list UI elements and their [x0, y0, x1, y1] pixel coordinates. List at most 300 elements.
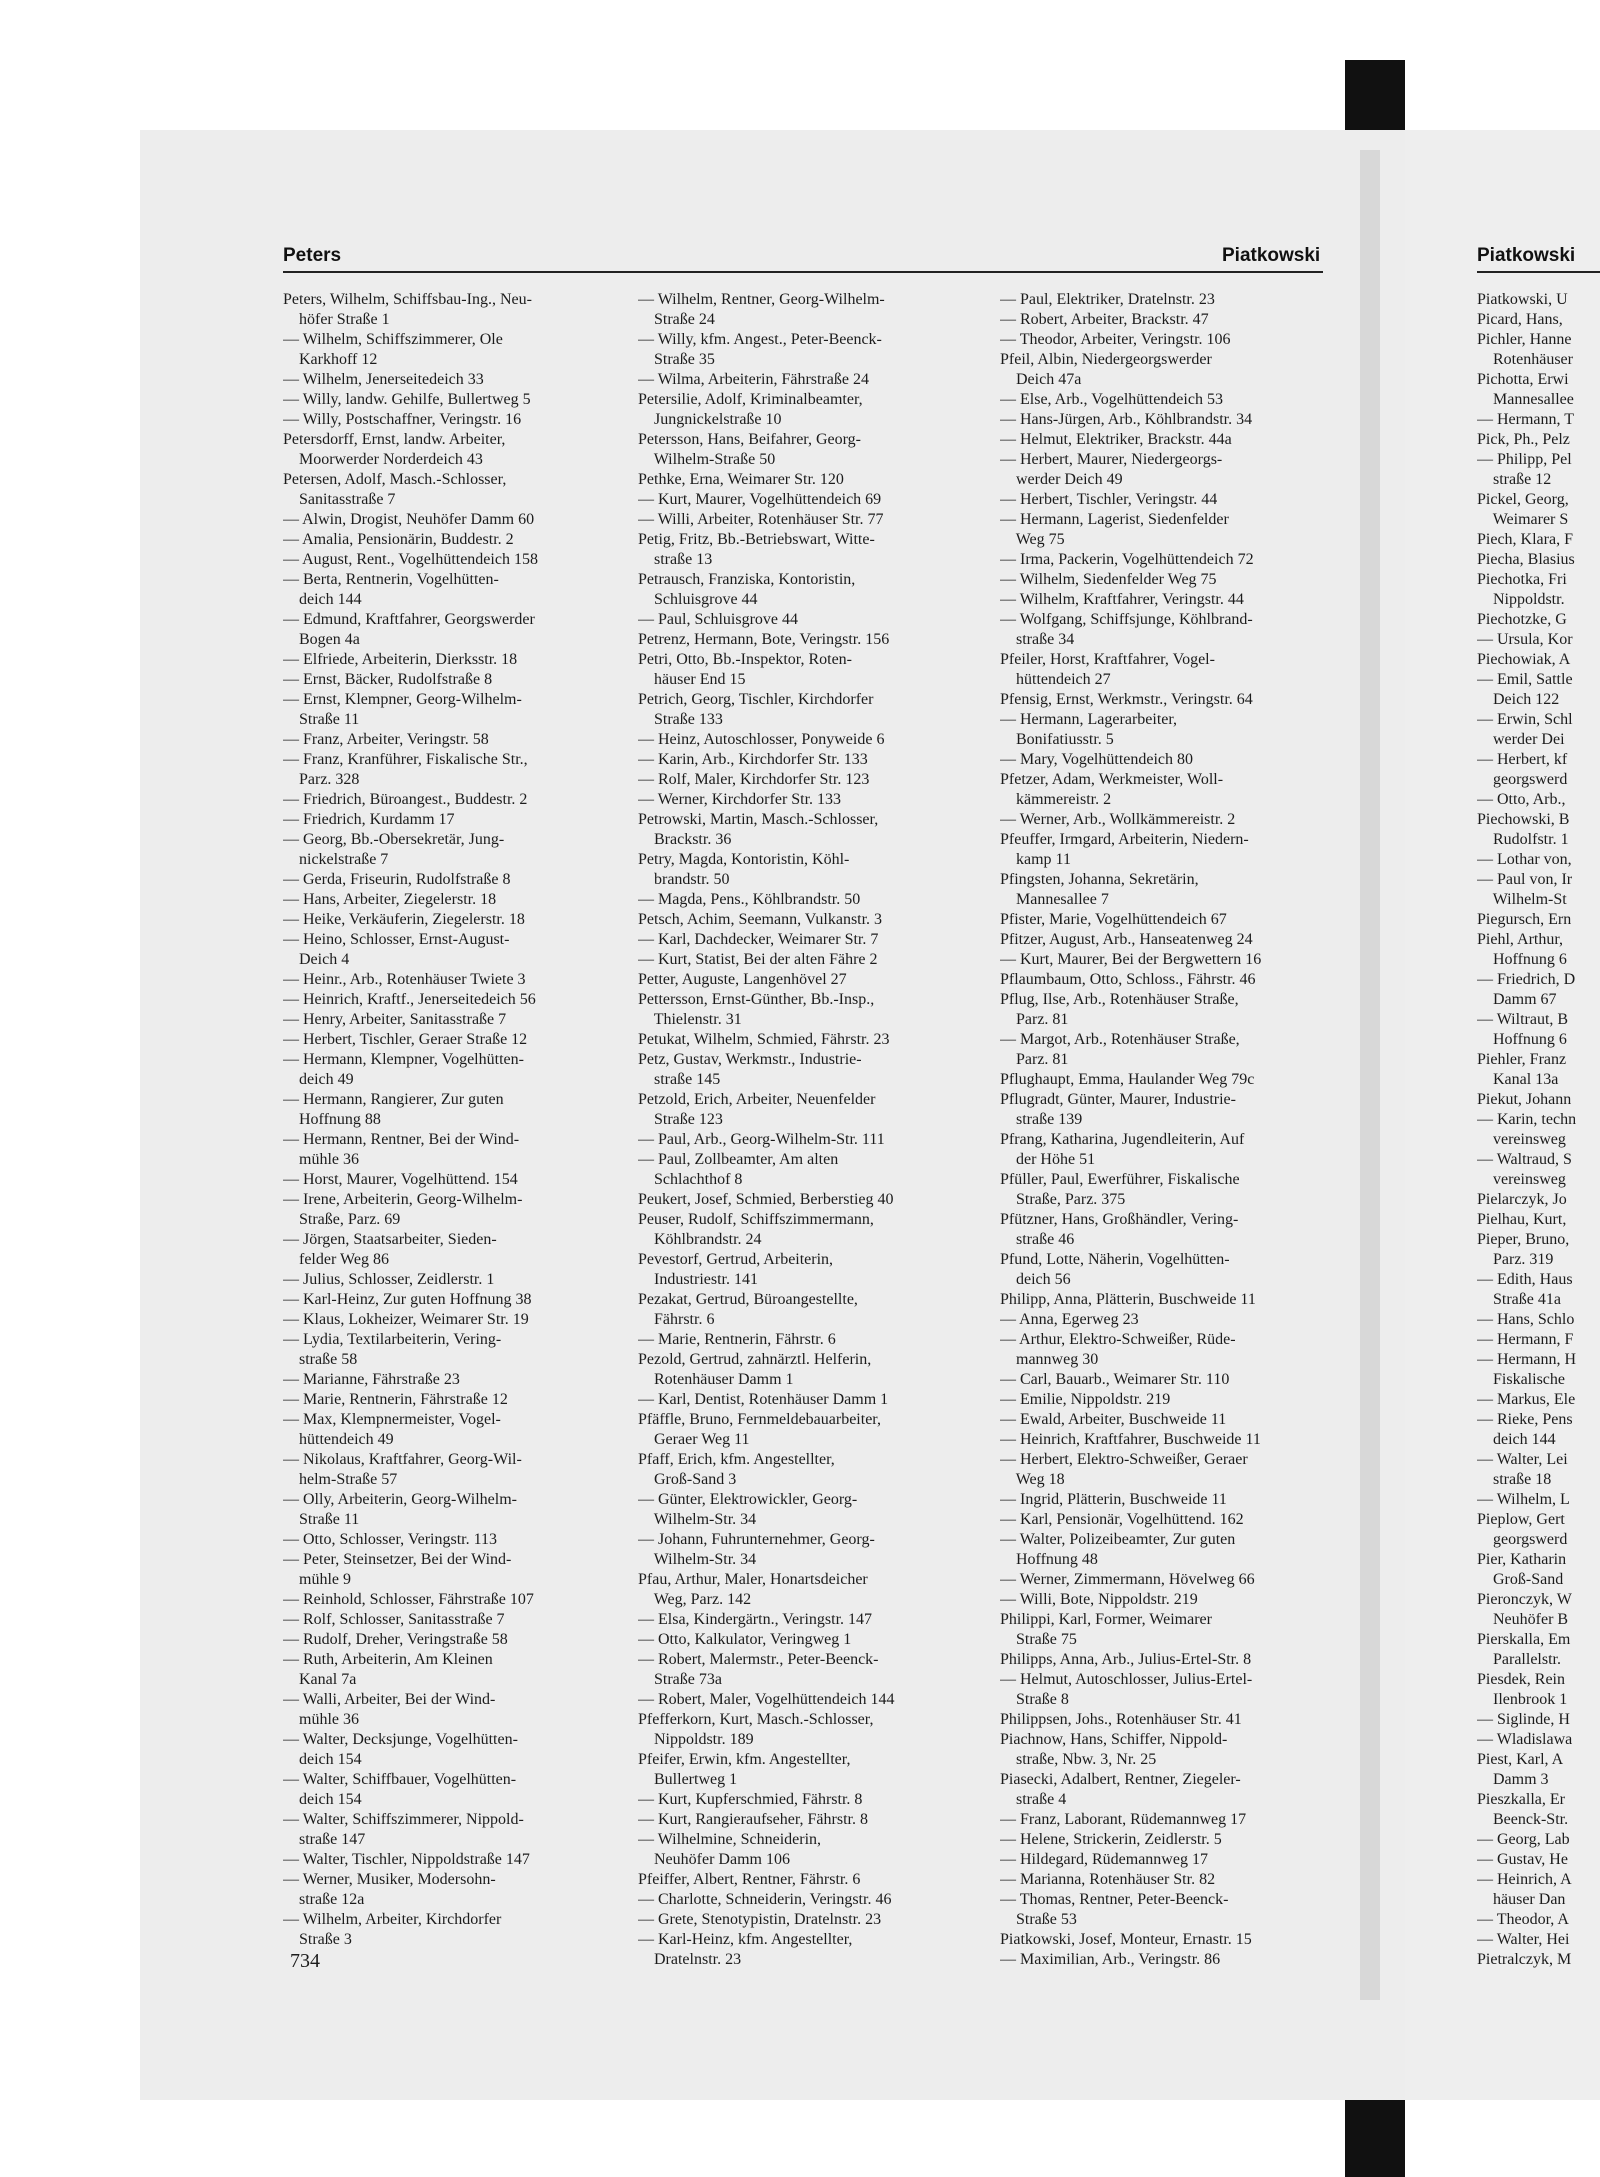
directory-line: — Walter, Hei: [1477, 1931, 1570, 1948]
directory-line: Geraer Weg 11: [638, 1431, 750, 1448]
directory-line: — Helmut, Autoschlosser, Julius-Ertel-: [1000, 1671, 1253, 1688]
directory-line: — Emilie, Nippoldstr. 219: [1000, 1391, 1171, 1408]
directory-line: — Herbert, Tischler, Veringstr. 44: [1000, 491, 1218, 508]
directory-line: — Otto, Kalkulator, Veringweg 1: [638, 1631, 852, 1648]
directory-line: Pierskalla, Em: [1477, 1631, 1571, 1648]
directory-line: Pflughaupt, Emma, Haulander Weg 79c: [1000, 1071, 1255, 1088]
directory-line: Hoffnung 6: [1477, 951, 1567, 968]
directory-line: Peukert, Josef, Schmied, Berberstieg 40: [638, 1191, 894, 1208]
directory-line: — Willy, Postschaffner, Veringstr. 16: [283, 411, 522, 428]
directory-line: Straße 73a: [638, 1671, 722, 1688]
directory-line: Petrausch, Franziska, Kontoristin,: [638, 571, 856, 588]
directory-line: — Thomas, Rentner, Peter-Beenck-: [1000, 1891, 1229, 1908]
page-number: 734: [290, 1950, 320, 1972]
directory-line: — Ernst, Bäcker, Rudolfstraße 8: [283, 671, 493, 688]
directory-line: — Irma, Packerin, Vogelhüttendeich 72: [1000, 551, 1254, 568]
directory-line: Pflaumbaum, Otto, Schloss., Fährstr. 46: [1000, 971, 1256, 988]
directory-line: — Walter, Schiffbauer, Vogelhütten-: [283, 1771, 517, 1788]
directory-line: — Heinrich, Kraftfahrer, Buschweide 11: [1000, 1431, 1261, 1448]
directory-line: Pichotta, Erwi: [1477, 371, 1569, 388]
directory-line: Schluisgrove 44: [638, 591, 758, 608]
directory-line: — Heino, Schlosser, Ernst-August-: [283, 931, 510, 948]
header-rule: [283, 271, 1323, 273]
directory-line: Petig, Fritz, Bb.-Betriebswart, Witte-: [638, 531, 875, 548]
directory-line: deich 49: [283, 1071, 354, 1088]
directory-line: — Rudolf, Dreher, Veringstraße 58: [283, 1631, 508, 1648]
directory-line: — Kurt, Statist, Bei der alten Fähre 2: [638, 951, 878, 968]
directory-line: — Edith, Haus: [1477, 1271, 1573, 1288]
directory-line: Wilhelm-Straße 50: [638, 451, 776, 468]
directory-line: straße 12a: [283, 1891, 365, 1908]
directory-line: — Peter, Steinsetzer, Bei der Wind-: [283, 1551, 512, 1568]
directory-line: — Karl-Heinz, kfm. Angestellter,: [638, 1931, 853, 1948]
directory-line: — Paul von, Ir: [1477, 871, 1573, 888]
directory-line: Piehl, Arthur,: [1477, 931, 1564, 948]
directory-line: Ilenbrook 1: [1477, 1691, 1568, 1708]
directory-line: — Margot, Arb., Rotenhäuser Straße,: [1000, 1031, 1240, 1048]
header-right: Piatkowski: [1222, 245, 1321, 266]
directory-line: — Heike, Verkäuferin, Ziegelerstr. 18: [283, 911, 525, 928]
directory-line: Weg, Parz. 142: [638, 1591, 752, 1608]
directory-line: Pfäffle, Bruno, Fernmeldebauarbeiter,: [638, 1411, 881, 1428]
directory-line: — Hermann, T: [1477, 411, 1575, 428]
directory-line: — Arthur, Elektro-Schweißer, Rüde-: [1000, 1331, 1236, 1348]
directory-line: — Reinhold, Schlosser, Fährstraße 107: [283, 1591, 534, 1608]
directory-line: — Hermann, Klempner, Vogelhütten-: [283, 1051, 524, 1068]
directory-line: Petter, Auguste, Langenhövel 27: [638, 971, 847, 988]
directory-line: Piecha, Blasius: [1477, 551, 1575, 568]
directory-line: Bullertweg 1: [638, 1771, 738, 1788]
directory-line: hüttendeich 49: [283, 1431, 394, 1448]
directory-line: Petrowski, Martin, Masch.-Schlosser,: [638, 811, 879, 828]
directory-line: — Kurt, Kupferschmied, Fährstr. 8: [638, 1791, 863, 1808]
directory-line: — Hans, Arbeiter, Ziegelerstr. 18: [283, 891, 497, 908]
directory-line: Picard, Hans,: [1477, 311, 1563, 328]
directory-line: — Friedrich, Büroangest., Buddestr. 2: [283, 791, 528, 808]
directory-line: — Heinrich, A: [1477, 1871, 1572, 1888]
directory-line: Groß-Sand 3: [638, 1471, 737, 1488]
directory-line: Rotenhäuser: [1477, 351, 1573, 368]
directory-line: Mannesallee: [1477, 391, 1574, 408]
directory-line: Neuhöfer B: [1477, 1611, 1569, 1628]
directory-line: Pfrang, Katharina, Jugendleiterin, Auf: [1000, 1131, 1245, 1148]
directory-line: kamp 11: [1000, 851, 1071, 868]
directory-line: — Heinz, Autoschlosser, Ponyweide 6: [638, 731, 885, 748]
directory-line: — Wilhelm, Siedenfelder Weg 75: [1000, 571, 1217, 588]
directory-line: straße 13: [638, 551, 713, 568]
directory-line: — Hildegard, Rüdemannweg 17: [1000, 1851, 1208, 1868]
directory-line: — Amalia, Pensionärin, Buddestr. 2: [283, 531, 514, 548]
directory-line: Straße 8: [1000, 1691, 1069, 1708]
directory-line: häuser Dan: [1477, 1891, 1566, 1908]
directory-line: — Elfriede, Arbeiterin, Dierksstr. 18: [283, 651, 518, 668]
directory-line: — Rieke, Pens: [1477, 1411, 1573, 1428]
directory-line: — Klaus, Lokheizer, Weimarer Str. 19: [283, 1311, 529, 1328]
directory-line: — Friedrich, D: [1477, 971, 1576, 988]
directory-line: Sanitasstraße 7: [283, 491, 396, 508]
directory-line: kämmereistr. 2: [1000, 791, 1112, 808]
directory-line: — Johann, Fuhrunternehmer, Georg-: [638, 1531, 875, 1548]
directory-line: Thielenstr. 31: [638, 1011, 742, 1028]
directory-line: Straße 24: [638, 311, 715, 328]
directory-line: — Karl, Pensionär, Vogelhüttend. 162: [1000, 1511, 1244, 1528]
directory-line: — Berta, Rentnerin, Vogelhütten-: [283, 571, 499, 588]
directory-line: — Max, Klempnermeister, Vogel-: [283, 1411, 501, 1428]
directory-line: Pfaff, Erich, kfm. Angestellter,: [638, 1451, 835, 1468]
directory-line: — Ernst, Klempner, Georg-Wilhelm-: [283, 691, 522, 708]
directory-line: Damm 67: [1477, 991, 1557, 1008]
directory-line: mannweg 30: [1000, 1351, 1099, 1368]
header-left: Peters: [283, 245, 342, 266]
directory-line: — Kurt, Maurer, Vogelhüttendeich 69: [638, 491, 882, 508]
directory-line: vereinsweg: [1477, 1131, 1566, 1148]
directory-line: georgswerd: [1477, 771, 1568, 788]
directory-line: brandstr. 50: [638, 871, 730, 888]
directory-line: — Herbert, kf: [1477, 751, 1568, 768]
directory-line: Pickel, Georg,: [1477, 491, 1569, 508]
directory-line: Hoffnung 48: [1000, 1551, 1098, 1568]
directory-line: der Höhe 51: [1000, 1151, 1096, 1168]
directory-line: Fiskalische: [1477, 1371, 1565, 1388]
directory-line: Pfeiler, Horst, Kraftfahrer, Vogel-: [1000, 651, 1215, 668]
directory-line: Pfund, Lotte, Näherin, Vogelhütten-: [1000, 1251, 1230, 1268]
directory-line: Karkhoff 12: [283, 351, 378, 368]
directory-line: straße 4: [1000, 1791, 1067, 1808]
directory-line: — Marianne, Fährstraße 23: [283, 1371, 460, 1388]
directory-line: Straße 53: [1000, 1911, 1077, 1928]
directory-line: Pieper, Bruno,: [1477, 1231, 1570, 1248]
directory-line: — Gustav, He: [1477, 1851, 1568, 1868]
directory-line: — Walter, Polizeibeamter, Zur guten: [1000, 1531, 1236, 1548]
directory-line: — Kurt, Maurer, Bei der Bergwettern 16: [1000, 951, 1262, 968]
directory-line: — Werner, Zimmermann, Hövelweg 66: [1000, 1571, 1255, 1588]
directory-line: — Hermann, F: [1477, 1331, 1574, 1348]
directory-line: Schlachthof 8: [638, 1171, 743, 1188]
directory-line: — Friedrich, Kurdamm 17: [283, 811, 455, 828]
directory-line: helm-Straße 57: [283, 1471, 398, 1488]
directory-line: Straße 133: [638, 711, 723, 728]
directory-line: — Olly, Arbeiterin, Georg-Wilhelm-: [283, 1491, 517, 1508]
directory-line: — Hermann, Lagerarbeiter,: [1000, 711, 1178, 728]
directory-line: — Alwin, Drogist, Neuhöfer Damm 60: [283, 511, 535, 528]
directory-line: Pick, Ph., Pelz: [1477, 431, 1570, 448]
directory-line: Philippsen, Johs., Rotenhäuser Str. 41: [1000, 1711, 1242, 1728]
directory-line: straße 18: [1477, 1471, 1552, 1488]
directory-line: — Kurt, Rangieraufseher, Fährstr. 8: [638, 1811, 868, 1828]
directory-line: Hoffnung 6: [1477, 1031, 1567, 1048]
directory-line: — Karl, Dentist, Rotenhäuser Damm 1: [638, 1391, 889, 1408]
directory-line: Pfeuffer, Irmgard, Arbeiterin, Niedern-: [1000, 831, 1249, 848]
directory-line: straße 34: [1000, 631, 1075, 648]
directory-line: — Walter, Tischler, Nippoldstraße 147: [283, 1851, 530, 1868]
directory-line: straße 139: [1000, 1111, 1083, 1128]
directory-line: Straße 75: [1000, 1631, 1077, 1648]
directory-line: Neuhöfer Damm 106: [638, 1851, 790, 1868]
directory-line: mühle 36: [283, 1151, 359, 1168]
directory-line: — Hermann, H: [1477, 1351, 1577, 1368]
directory-line: Weg 18: [1000, 1471, 1065, 1488]
directory-line: mühle 9: [283, 1571, 351, 1588]
directory-line: Pfeiffer, Albert, Rentner, Fährstr. 6: [638, 1871, 861, 1888]
directory-line: — Otto, Schlosser, Veringstr. 113: [283, 1531, 498, 1548]
directory-line: Parz. 81: [1000, 1051, 1069, 1068]
directory-column-2: [638, 290, 968, 1970]
directory-line: Piatkowski, U: [1477, 291, 1568, 308]
directory-line: Dratelnstr. 23: [638, 1951, 742, 1968]
directory-line: Pethke, Erna, Weimarer Str. 120: [638, 471, 844, 488]
directory-line: — Wilhelm, Kraftfahrer, Veringstr. 44: [1000, 591, 1244, 608]
directory-line: — Werner, Musiker, Modersohn-: [283, 1871, 496, 1888]
directory-line: Bonifatiusstr. 5: [1000, 731, 1114, 748]
directory-line: nickelstraße 7: [283, 851, 389, 868]
directory-line: — Paul, Arb., Georg-Wilhelm-Str. 111: [638, 1131, 885, 1148]
directory-line: — Karl, Dachdecker, Weimarer Str. 7: [638, 931, 879, 948]
directory-line: — Marie, Rentnerin, Fährstr. 6: [638, 1331, 836, 1348]
directory-line: — Waltraud, S: [1477, 1151, 1572, 1168]
directory-line: — Paul, Schluisgrove 44: [638, 611, 798, 628]
directory-line: Petrenz, Hermann, Bote, Veringstr. 156: [638, 631, 890, 648]
directory-line: — Edmund, Kraftfahrer, Georgswerder: [283, 611, 535, 628]
directory-line: Pfau, Arthur, Maler, Honartsdeicher: [638, 1571, 868, 1588]
directory-line: Weg 75: [1000, 531, 1065, 548]
directory-line: mühle 36: [283, 1711, 359, 1728]
directory-line: — Carl, Bauarb., Weimarer Str. 110: [1000, 1371, 1230, 1388]
directory-line: Piehler, Franz: [1477, 1051, 1567, 1068]
directory-line: Hoffnung 88: [283, 1111, 381, 1128]
directory-line: Parz. 319: [1477, 1251, 1554, 1268]
directory-line: — Karl-Heinz, Zur guten Hoffnung 38: [283, 1291, 532, 1308]
directory-line: — Walter, Schiffszimmerer, Nippold-: [283, 1811, 524, 1828]
directory-line: — Marie, Rentnerin, Fährstraße 12: [283, 1391, 508, 1408]
directory-line: Pezold, Gertrud, zahnärztl. Helferin,: [638, 1351, 872, 1368]
directory-line: Pflugradt, Günter, Maurer, Industrie-: [1000, 1091, 1236, 1108]
directory-line: Pfüller, Paul, Ewerführer, Fiskalische: [1000, 1171, 1240, 1188]
directory-line: — Ewald, Arbeiter, Buschweide 11: [1000, 1411, 1227, 1428]
directory-line: deich 154: [283, 1751, 362, 1768]
directory-line: Pfeil, Albin, Niedergeorgswerder: [1000, 351, 1212, 368]
directory-line: Deich 122: [1477, 691, 1560, 708]
directory-line: Piech, Klara, F: [1477, 531, 1573, 548]
directory-line: Petukat, Wilhelm, Schmied, Fährstr. 23: [638, 1031, 890, 1048]
directory-line: Bogen 4a: [283, 631, 360, 648]
directory-line: vereinsweg: [1477, 1171, 1566, 1188]
directory-column-1: [283, 290, 613, 1950]
directory-line: — Willi, Arbeiter, Rotenhäuser Str. 77: [638, 511, 884, 528]
directory-line: Piest, Karl, A: [1477, 1751, 1564, 1768]
directory-line: straße 58: [283, 1351, 358, 1368]
directory-line: — Rolf, Maler, Kirchdorfer Str. 123: [638, 771, 870, 788]
directory-line: — Willy, landw. Gehilfe, Bullertweg 5: [283, 391, 531, 408]
directory-line: Straße 11: [283, 1511, 360, 1528]
directory-line: Moorwerder Norderdeich 43: [283, 451, 483, 468]
directory-line: Petry, Magda, Kontoristin, Köhl-: [638, 851, 850, 868]
directory-line: — Mary, Vogelhüttendeich 80: [1000, 751, 1194, 768]
directory-line: — Franz, Laborant, Rüdemannweg 17: [1000, 1811, 1247, 1828]
directory-line: — Willy, kfm. Angest., Peter-Beenck-: [638, 331, 882, 348]
directory-line: Straße 11: [283, 711, 360, 728]
directory-line: — Wladislawa: [1477, 1731, 1573, 1748]
directory-line: Petrich, Georg, Tischler, Kirchdorfer: [638, 691, 874, 708]
directory-line: straße 12: [1477, 471, 1552, 488]
directory-line: Petzold, Erich, Arbeiter, Neuenfelder: [638, 1091, 876, 1108]
directory-line: Wilhelm-Str. 34: [638, 1551, 757, 1568]
directory-line: — Anna, Egerweg 23: [1000, 1311, 1139, 1328]
directory-line: Pielhau, Kurt,: [1477, 1211, 1567, 1228]
directory-line: straße, Nbw. 3, Nr. 25: [1000, 1751, 1157, 1768]
directory-line: deich 144: [283, 591, 362, 608]
header-rule-next: [1477, 271, 1600, 273]
directory-line: Pielarczyk, Jo: [1477, 1191, 1567, 1208]
directory-line: Mannesallee 7: [1000, 891, 1109, 908]
directory-line: Brackstr. 36: [638, 831, 732, 848]
directory-line: Pietralczyk, M: [1477, 1951, 1572, 1968]
directory-line: — Nikolaus, Kraftfahrer, Georg-Wil-: [283, 1451, 522, 1468]
directory-line: Piekut, Johann: [1477, 1091, 1572, 1108]
directory-line: straße 46: [1000, 1231, 1075, 1248]
directory-line: Pfeifer, Erwin, kfm. Angestellter,: [638, 1751, 851, 1768]
directory-line: — Hans, Schlo: [1477, 1311, 1575, 1328]
directory-line: — Emil, Sattle: [1477, 671, 1573, 688]
directory-line: Philipps, Anna, Arb., Julius-Ertel-Str. 8: [1000, 1651, 1252, 1668]
directory-line: — Elsa, Kindergärtn., Veringstr. 147: [638, 1611, 873, 1628]
directory-line: — Irene, Arbeiterin, Georg-Wilhelm-: [283, 1191, 523, 1208]
directory-line: — Herbert, Maurer, Niedergeorgs-: [1000, 451, 1223, 468]
directory-line: Pieszkalla, Er: [1477, 1791, 1565, 1808]
directory-line: — Theodor, Arbeiter, Veringstr. 106: [1000, 331, 1231, 348]
directory-line: — Wiltraut, B: [1477, 1011, 1569, 1028]
directory-line: Piegursch, Ern: [1477, 911, 1572, 928]
directory-line: straße 145: [638, 1071, 721, 1088]
directory-line: Pieronczyk, W: [1477, 1591, 1572, 1608]
directory-line: — Hans-Jürgen, Arb., Köhlbrandstr. 34: [1000, 411, 1253, 428]
directory-line: Deich 4: [283, 951, 350, 968]
directory-line: — Wilhelm, Rentner, Georg-Wilhelm-: [638, 291, 885, 308]
directory-line: Beenck-Str.: [1477, 1811, 1569, 1828]
directory-line: Pfetzer, Adam, Werkmeister, Woll-: [1000, 771, 1224, 788]
directory-line: Straße 123: [638, 1111, 723, 1128]
directory-line: — Markus, Ele: [1477, 1391, 1576, 1408]
directory-line: — Wilhelmine, Schneiderin,: [638, 1831, 822, 1848]
directory-line: — Else, Arb., Vogelhüttendeich 53: [1000, 391, 1223, 408]
directory-line: Pfingsten, Johanna, Sekretärin,: [1000, 871, 1199, 888]
directory-line: felder Weg 86: [283, 1251, 389, 1268]
directory-line: Piechotzke, G: [1477, 611, 1567, 628]
directory-line: — Magda, Pens., Köhlbrandstr. 50: [638, 891, 861, 908]
directory-line: Piechowski, B: [1477, 811, 1570, 828]
directory-line: Wilhelm-Str. 34: [638, 1511, 757, 1528]
directory-line: Philipp, Anna, Plätterin, Buschweide 11: [1000, 1291, 1256, 1308]
directory-line: Petersdorff, Ernst, landw. Arbeiter,: [283, 431, 506, 448]
directory-line: — Herbert, Elektro-Schweißer, Geraer: [1000, 1451, 1248, 1468]
directory-line: — Heinr., Arb., Rotenhäuser Twiete 3: [283, 971, 526, 988]
directory-line: — Hermann, Lagerist, Siedenfelder: [1000, 511, 1229, 528]
directory-column-next-page: [1477, 290, 1600, 1970]
directory-line: — Jörgen, Staatsarbeiter, Sieden-: [283, 1231, 497, 1248]
directory-line: — Otto, Arb.,: [1477, 791, 1566, 808]
directory-line: — Henry, Arbeiter, Sanitasstraße 7: [283, 1011, 507, 1028]
directory-line: — Wilhelm, Arbeiter, Kirchdorfer: [283, 1911, 502, 1928]
directory-line: Nippoldstr. 189: [638, 1731, 754, 1748]
directory-line: — Ursula, Kor: [1477, 631, 1573, 648]
directory-column-3: [1000, 290, 1330, 1970]
directory-line: — Lothar von,: [1477, 851, 1572, 868]
directory-line: — Walli, Arbeiter, Bei der Wind-: [283, 1691, 496, 1708]
directory-line: — Paul, Zollbeamter, Am alten: [638, 1151, 839, 1168]
directory-line: Piasecki, Adalbert, Rentner, Ziegeler-: [1000, 1771, 1241, 1788]
directory-line: — Willi, Bote, Nippoldstr. 219: [1000, 1591, 1198, 1608]
directory-line: — Wilhelm, L: [1477, 1491, 1570, 1508]
directory-line: Petersen, Adolf, Masch.-Schlosser,: [283, 471, 507, 488]
directory-line: häuser End 15: [638, 671, 746, 688]
directory-line: — Helene, Strickerin, Zeidlerstr. 5: [1000, 1831, 1222, 1848]
directory-line: — Erwin, Schl: [1477, 711, 1573, 728]
directory-line: — Robert, Maler, Vogelhüttendeich 144: [638, 1691, 895, 1708]
directory-line: Piatkowski, Josef, Monteur, Ernastr. 15: [1000, 1931, 1252, 1948]
directory-line: — Maximilian, Arb., Veringstr. 86: [1000, 1951, 1221, 1968]
directory-line: Deich 47a: [1000, 371, 1082, 388]
directory-line: Jungnickelstraße 10: [638, 411, 782, 428]
directory-line: Pevestorf, Gertrud, Arbeiterin,: [638, 1251, 834, 1268]
directory-line: Piachnow, Hans, Schiffer, Nippold-: [1000, 1731, 1228, 1748]
directory-line: georgswerd: [1477, 1531, 1568, 1548]
directory-line: Pfitzer, August, Arb., Hanseatenweg 24: [1000, 931, 1253, 948]
directory-line: Pfensig, Ernst, Werkmstr., Veringstr. 64: [1000, 691, 1253, 708]
directory-line: hüttendeich 27: [1000, 671, 1111, 688]
directory-line: Groß-Sand: [1477, 1571, 1564, 1588]
directory-line: — August, Rent., Vogelhüttendeich 158: [283, 551, 538, 568]
directory-line: Pfefferkorn, Kurt, Masch.-Schlosser,: [638, 1711, 874, 1728]
directory-line: Pieplow, Gert: [1477, 1511, 1565, 1528]
directory-line: — Heinrich, Kraftf., Jenerseitedeich 56: [283, 991, 536, 1008]
directory-line: straße 147: [283, 1831, 366, 1848]
binding-gap: [1360, 150, 1380, 2000]
directory-line: — Wilhelm, Jenerseitedeich 33: [283, 371, 484, 388]
directory-line: — Charlotte, Schneiderin, Veringstr. 46: [638, 1891, 892, 1908]
directory-line: höfer Straße 1: [283, 311, 390, 328]
directory-line: — Walter, Lei: [1477, 1451, 1568, 1468]
directory-line: Straße, Parz. 375: [1000, 1191, 1126, 1208]
directory-line: Pichler, Hanne: [1477, 331, 1572, 348]
directory-line: Pflug, Ilse, Arb., Rotenhäuser Straße,: [1000, 991, 1239, 1008]
directory-line: Piesdek, Rein: [1477, 1671, 1565, 1688]
directory-line: Petersson, Hans, Beifahrer, Georg-: [638, 431, 861, 448]
directory-line: Peters, Wilhelm, Schiffsbau-Ing., Neu-: [283, 291, 532, 308]
directory-line: Fährstr. 6: [638, 1311, 715, 1328]
directory-line: Industriestr. 141: [638, 1271, 758, 1288]
directory-line: Weimarer S: [1477, 511, 1569, 528]
directory-line: Pier, Katharin: [1477, 1551, 1567, 1568]
directory-line: Straße 3: [283, 1931, 352, 1948]
directory-line: Straße, Parz. 69: [283, 1211, 401, 1228]
directory-line: Köhlbrandstr. 24: [638, 1231, 762, 1248]
directory-line: Petsch, Achim, Seemann, Vulkanstr. 3: [638, 911, 883, 928]
directory-line: Pettersson, Ernst-Günther, Bb.-Insp.,: [638, 991, 875, 1008]
directory-line: — Werner, Kirchdorfer Str. 133: [638, 791, 842, 808]
directory-line: — Georg, Lab: [1477, 1831, 1570, 1848]
directory-line: Kanal 13a: [1477, 1071, 1559, 1088]
directory-line: Rudolfstr. 1: [1477, 831, 1569, 848]
directory-line: Petersilie, Adolf, Kriminalbeamter,: [638, 391, 863, 408]
directory-line: — Robert, Arbeiter, Brackstr. 47: [1000, 311, 1209, 328]
header-next-page: Piatkowski: [1477, 245, 1576, 266]
directory-line: — Helmut, Elektriker, Brackstr. 44a: [1000, 431, 1232, 448]
directory-line: — Philipp, Pel: [1477, 451, 1572, 468]
directory-line: Nippoldstr.: [1477, 591, 1565, 608]
directory-line: Kanal 7a: [283, 1671, 357, 1688]
directory-line: — Marianna, Rotenhäuser Str. 82: [1000, 1871, 1216, 1888]
directory-line: Pezakat, Gertrud, Büroangestellte,: [638, 1291, 858, 1308]
directory-line: — Theodor, A: [1477, 1911, 1569, 1928]
